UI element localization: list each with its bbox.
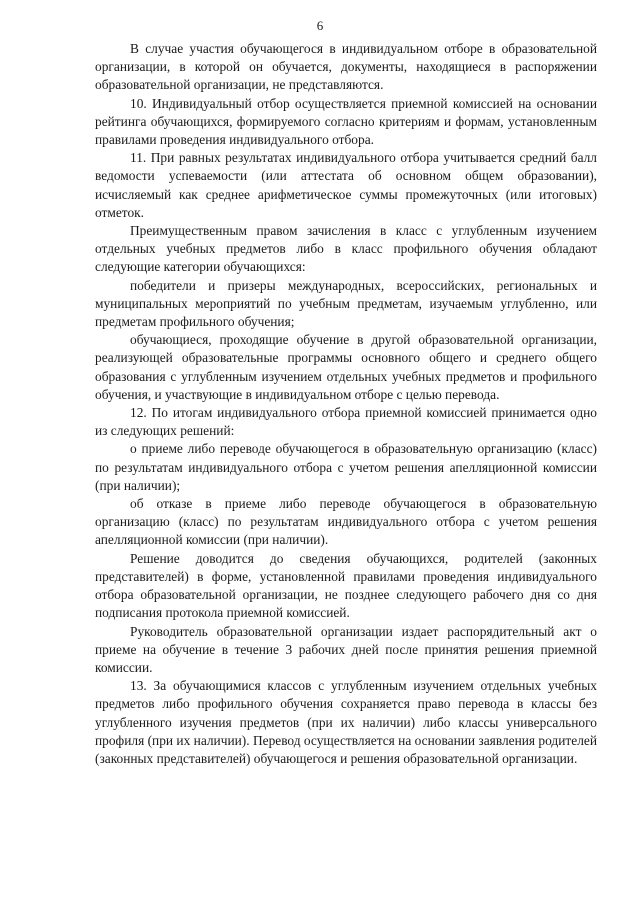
paragraph-item-10: 10. Индивидуальный отбор осуществляется приемной комиссией на основании рейтинга обучающихся, формируемого согласно критериям и формам, установленным правилами проведения индивидуального отбора. <box>95 95 597 148</box>
paragraph-winners-category: победители и призеры международных, всероссийских, региональных и муниципальных мероприятий по учебным предметам, изучаемым углубленно, или предметам профильного обучения; <box>95 277 597 330</box>
page-number: 6 <box>316 18 324 33</box>
paragraph-decision-refuse: об отказе в приеме либо переводе обучающегося в образовательную организацию (класс) по результатам индивидуального отбора с учетом решения апелляционной комиссии (при наличии). <box>95 496 597 548</box>
paragraph-item-13: 13. За обучающимися классов с углубленным изучением отдельных учебных предметов либо профильного обучения сохраняется право перевода в классы без углубленного изучения предметов (при их наличии) либо классы универсального профиля (при их наличии). Перевод осуществляется на основании заявления родителей (законных представителей) обучающегося и решения образовательной организации. <box>95 678 597 766</box>
paragraph-director-act: Руководитель образовательной организации издает распорядительный акт о приеме на обучение в течение 3 рабочих дней после принятия решения приемной комиссии. <box>95 623 597 675</box>
paragraph-priority-right: Преимущественным правом зачисления в класс с углубленным изучением отдельных учебных предметов либо в класс профильного обучения обладают следующие категории обучающихся: <box>95 223 597 275</box>
paragraph-decision-admit: о приеме либо переводе обучающегося в образовательную организацию (класс) по результатам индивидуального отбора с учетом решения апелляционной комиссии (при наличии); <box>95 441 597 493</box>
document-body <box>95 40 597 768</box>
paragraph-previous-continued: В случае участия обучающегося в индивидуальном отборе в образовательной организации, в которой он обучается, документы, находящиеся в распоряжении образовательной организации, не представляются. <box>95 41 597 93</box>
paragraph-item-11: 11. При равных результатах индивидуального отбора учитывается средний балл ведомости успеваемости (или аттестата об основном общем образовании), исчисляемый как среднее арифметическое суммы промежуточных (или итоговых) отметок. <box>95 150 597 220</box>
paragraph-transfer-category: обучающиеся, проходящие обучение в другой образовательной организации, реализующей образовательные программы основного общего и среднего общего образования с углубленным изучением отдельных учебных предметов и профильного обучения, и участвующие в индивидуальном отборе с целью перевода. <box>95 332 597 402</box>
paragraph-item-12: 12. По итогам индивидуального отбора приемной комиссией принимается одно из следующих решений: <box>95 405 597 439</box>
paragraph-decision-notice: Решение доводится до сведения обучающихся, родителей (законных представителей) в форме, установленной правилами проведения индивидуального отбора образовательной организации, не позднее следующего рабочего дня со дня подписания протокола приемной комиссией. <box>95 550 597 621</box>
